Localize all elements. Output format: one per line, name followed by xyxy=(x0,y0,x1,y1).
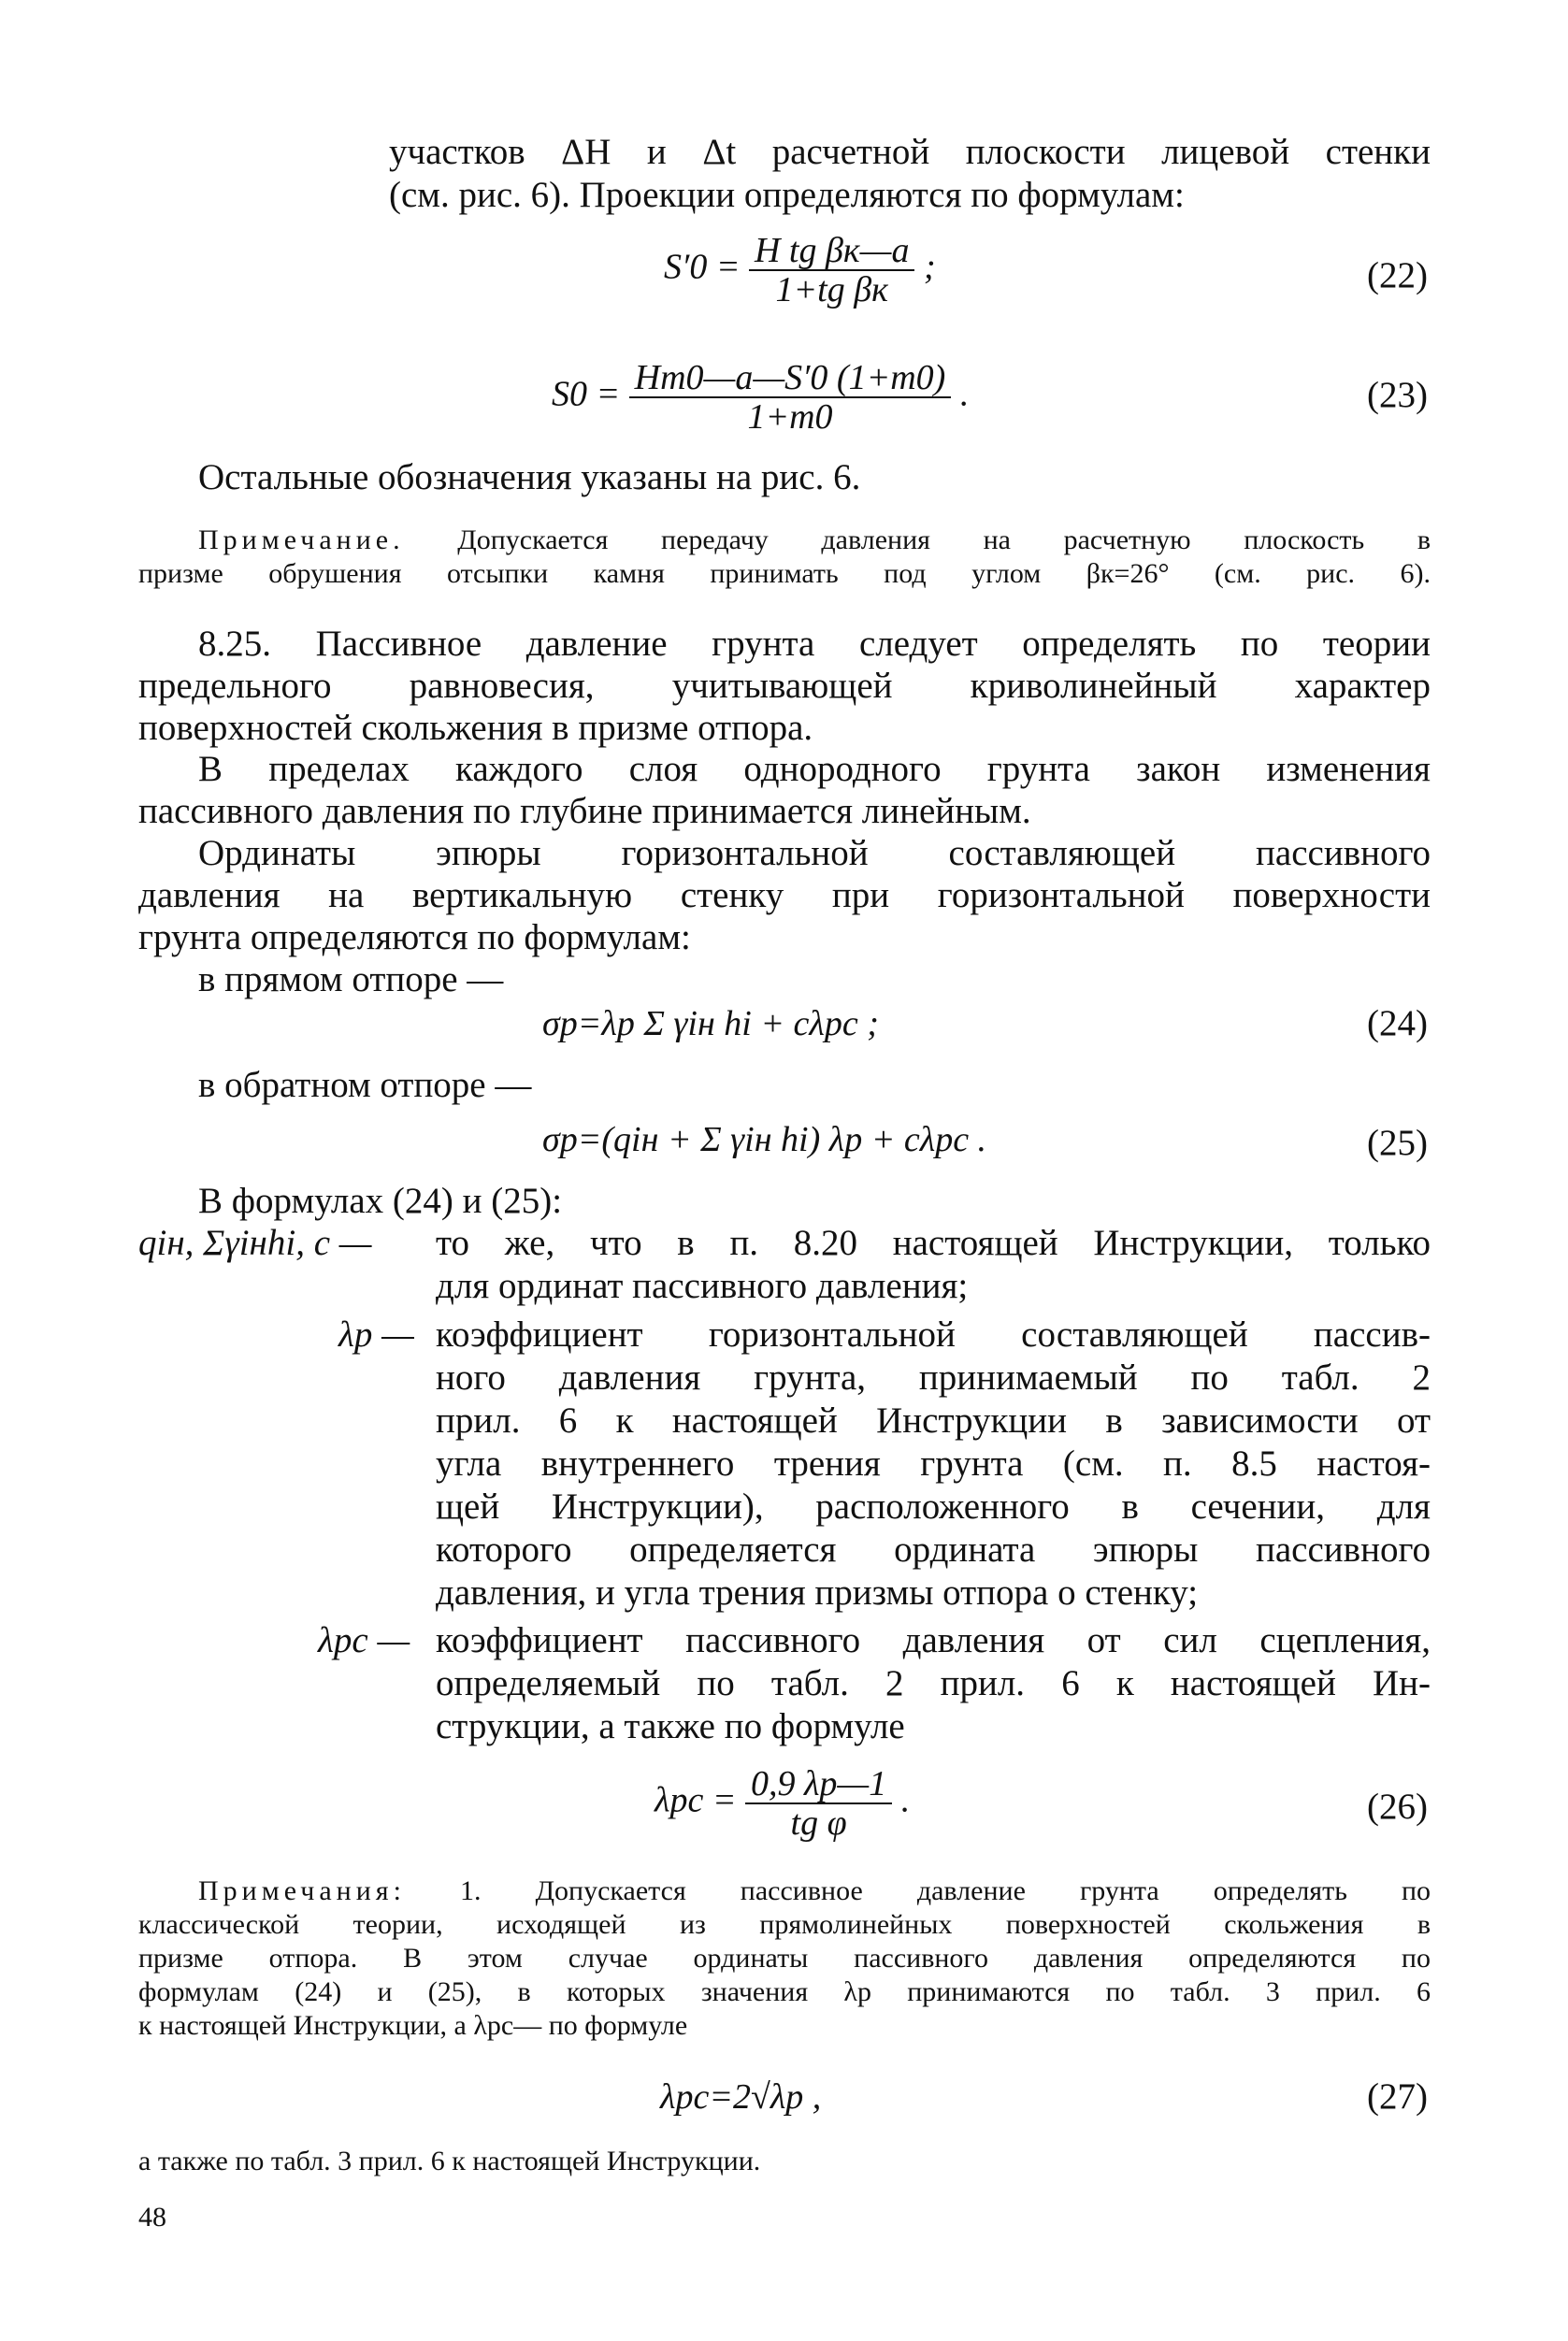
note-line: а также по табл. 3 прил. 6 к настоящей Инструкции. xyxy=(138,2146,761,2176)
equation-lhs: S0 = xyxy=(552,374,621,414)
paragraph-line: в обратном отпоре — xyxy=(198,1065,532,1105)
fraction xyxy=(749,232,915,309)
equation-tail: . xyxy=(900,1780,911,1820)
paragraph-line: В формулах (24) и (25): xyxy=(198,1181,563,1221)
note-label: Примечания: xyxy=(198,1875,406,1906)
equation-number: (22) xyxy=(1367,255,1428,295)
definition-term: λp — xyxy=(338,1314,414,1355)
definition-line: то же, что в п. 8.20 настоящей Инструкции, только xyxy=(436,1223,1431,1263)
equation-number: (26) xyxy=(1367,1787,1428,1827)
paragraph-line: участков ΔH и Δt расчетной плоскости лицевой стенки xyxy=(389,132,1431,172)
equation-number: (23) xyxy=(1367,375,1428,415)
paragraph-line: 8.25. Пассивное давление грунта следует определять по теории xyxy=(198,624,1431,664)
equation-27: λpc=2√λp , xyxy=(660,2077,822,2117)
equation-25: σp=(qiн + Σ γiн hi) λp + cλpc . xyxy=(542,1120,987,1159)
definition-line: угла внутреннего трения грунта (см. п. 8.5 настоя- xyxy=(436,1443,1431,1484)
note-line: призме отпора. В этом случае ординаты пассивного давления определяются по xyxy=(138,1943,1431,1974)
equation-lhs: λpc = xyxy=(655,1780,737,1820)
definition-line: прил. 6 к настоящей Инструкции в зависимости от xyxy=(436,1400,1431,1441)
note-line: призме обрушения отсыпки камня принимать под углом βк=26° (см. рис. 6). xyxy=(138,558,1431,589)
note-line: к настоящей Инструкции, а λpc— по формуле xyxy=(138,2010,688,2041)
equation-22 xyxy=(664,232,936,309)
note-text: Допускается передачу давления на расчетную плоскость в xyxy=(457,524,1431,555)
definition-line: струкции, а также по формуле xyxy=(436,1706,905,1746)
paragraph-line: Ординаты эпюры горизонтальной составляющей пассивного xyxy=(198,833,1431,873)
equation-number: (25) xyxy=(1367,1123,1428,1163)
paragraph-line: поверхностей скольжения в призме отпора. xyxy=(138,708,813,748)
page-number: 48 xyxy=(138,2202,166,2233)
paragraph-line: грунта определяются по формулам: xyxy=(138,917,691,957)
fraction-denominator: 1+m0 xyxy=(747,397,833,437)
fraction-numerator: H tg βк—a xyxy=(749,232,915,271)
equation-23 xyxy=(552,359,969,436)
equation-tail: . xyxy=(959,374,970,414)
fraction xyxy=(745,1765,892,1842)
paragraph-line: пассивного давления по глубине принимается линейным. xyxy=(138,791,1031,831)
paragraph-line: предельного равновесия, учитывающей криволинейный характер xyxy=(138,666,1431,706)
equation-26 xyxy=(655,1765,910,1842)
definition-term: qiн, Σγiнhi, c — xyxy=(138,1223,372,1263)
equation-24: σp=λp Σ γiн hi + cλpc ; xyxy=(542,1004,879,1043)
note-line: формулам (24) и (25), в которых значения λp принимаются по табл. 3 прил. 6 xyxy=(138,1976,1431,2007)
definition-text xyxy=(436,1314,1431,1615)
definition-line: щей Инструкции), расположенного в сечении, для xyxy=(436,1486,1431,1527)
equation-number: (27) xyxy=(1367,2076,1428,2117)
fraction-numerator: 0,9 λp—1 xyxy=(745,1765,892,1804)
paragraph-line: (см. рис. 6). Проекции определяются по формулам: xyxy=(389,175,1185,215)
paragraph-line: В пределах каждого слоя однородного грунта закон изменения xyxy=(198,749,1431,789)
note-line: классической теории, исходящей из прямолинейных поверхностей скольжения в xyxy=(138,1909,1431,1940)
definition-line: коэффициент пассивного давления от сил сцепления, xyxy=(436,1620,1431,1660)
equation-lhs: S′0 = xyxy=(664,247,741,287)
note-line xyxy=(198,524,1431,557)
equation-number: (24) xyxy=(1367,1003,1428,1043)
equation-tail: ; xyxy=(923,247,936,287)
definition-text xyxy=(436,1222,1431,1308)
definition-text xyxy=(436,1619,1431,1748)
note-label: Примечание. xyxy=(198,524,405,555)
fraction-denominator: 1+tg βк xyxy=(775,270,888,309)
paragraph-line: давления на вертикальную стенку при горизонтальной поверхности xyxy=(138,875,1431,915)
paragraph-line: в прямом отпоре — xyxy=(198,959,504,999)
definition-line: давления, и угла трения призмы отпора о стенку; xyxy=(436,1573,1199,1613)
definition-term: λpc — xyxy=(318,1620,410,1660)
definition-line: которого определяется ордината эпюры пассивного xyxy=(436,1530,1431,1570)
definition-line: определяемый по табл. 2 прил. 6 к настоящей Ин- xyxy=(436,1663,1431,1703)
fraction xyxy=(629,359,952,436)
note-text: 1. Допускается пассивное давление грунта определять по xyxy=(460,1875,1431,1906)
fraction-denominator: tg φ xyxy=(790,1803,847,1843)
definition-line: ного давления грунта, принимаемый по табл. 2 xyxy=(436,1357,1431,1398)
paragraph-line: Остальные обозначения указаны на рис. 6. xyxy=(198,457,861,497)
fraction-numerator: Hm0—a—S′0 (1+m0) xyxy=(629,359,952,398)
definition-line: коэффициент горизонтальной составляющей пассив- xyxy=(436,1314,1431,1355)
definition-line: для ординат пассивного давления; xyxy=(436,1266,969,1306)
note-line xyxy=(198,1874,1431,1908)
